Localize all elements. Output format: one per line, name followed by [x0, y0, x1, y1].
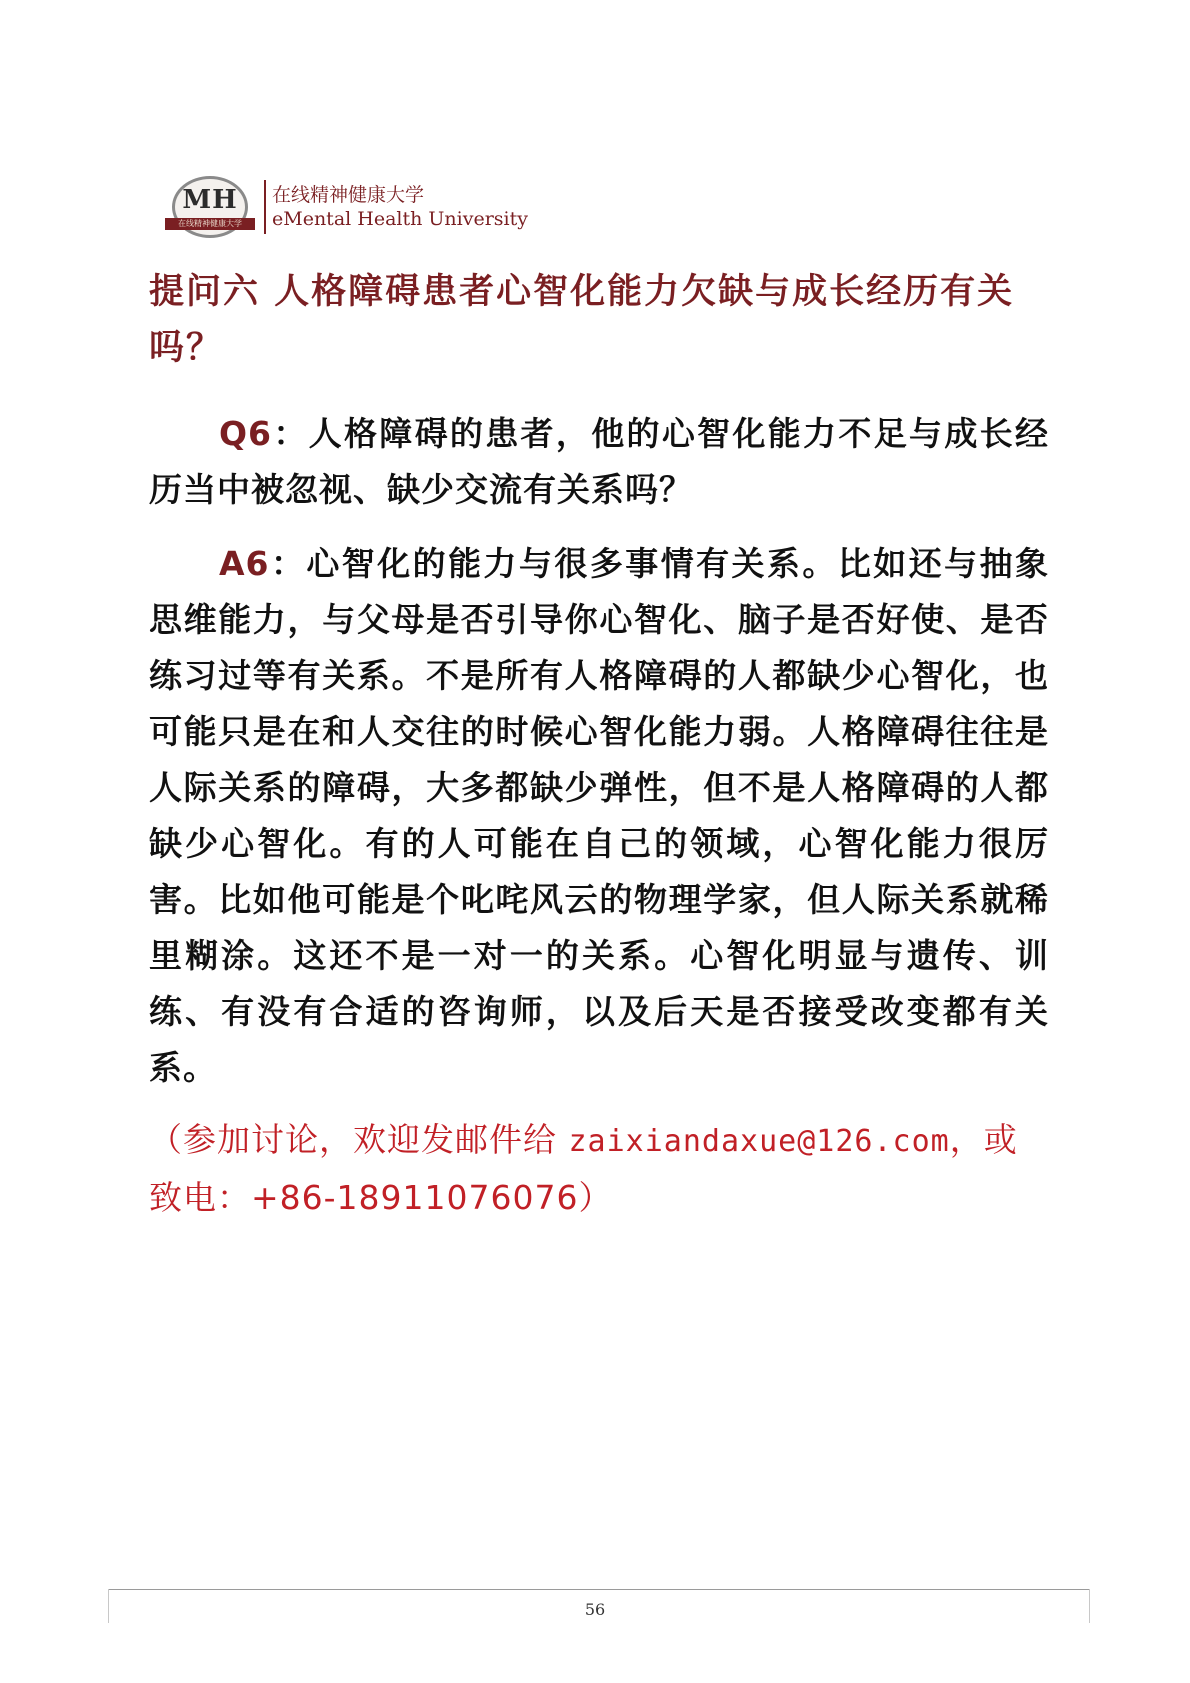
answer-text: ：心智化的能力与很多事情有关系。比如还与抽象思维能力，与父母是否引导你心智化、脑子是否好使、是否练习过等有关系。不是所有人格障碍的人都缺少心智化，也可能只是在和人交往的时候心智化能力弱。人格障碍往往是人际关系的障碍，大多都缺少弹性，但不是人格障碍的人都缺少心智化。有的人可能在自己的领域，心智化能力很厉害。比如他可能是个叱咤风云的物理学家，但人际关系就稀里糊涂。这还不是一对一的关系。心智化明显与遗传、训练、有没有合适的咨询师，以及后天是否接受改变都有关系。: [149, 544, 1049, 1087]
contact-suffix: ）: [578, 1178, 613, 1217]
logo-divider: [264, 180, 266, 234]
logo-seal-text: MH: [182, 185, 238, 215]
contact-email-link[interactable]: zaixiandaxue@126.com: [568, 1124, 950, 1159]
answer-tag: A6: [219, 544, 270, 583]
contact-middle: ，或致电：: [149, 1120, 1018, 1217]
logo-seal-icon: [172, 176, 248, 238]
contact-phone: +86-18911076076: [251, 1178, 579, 1217]
contact-note: [149, 1112, 1049, 1226]
answer-paragraph: [149, 536, 1049, 1096]
document-body: [149, 264, 1049, 1259]
logo-name-cn: 在线精神健康大学: [272, 184, 425, 206]
question-text: ：人格障碍的患者，他的心智化能力不足与成长经历当中被忽视、缺少交流有关系吗？: [149, 414, 1049, 509]
page-heading: 提问六 人格障碍患者心智化能力欠缺与成长经历有关吗？: [149, 272, 1015, 368]
contact-prefix: （参加讨论，欢迎发邮件给: [149, 1120, 569, 1159]
logo-name-en: eMental Health University: [272, 208, 528, 230]
logo-seal-ribbon: 在线精神健康大学: [165, 218, 255, 230]
question-paragraph: [149, 406, 1049, 518]
logo: [172, 176, 528, 246]
page-number: 56: [584, 1600, 606, 1619]
question-tag: Q6: [219, 414, 273, 453]
footer-divider: [108, 1589, 1090, 1590]
